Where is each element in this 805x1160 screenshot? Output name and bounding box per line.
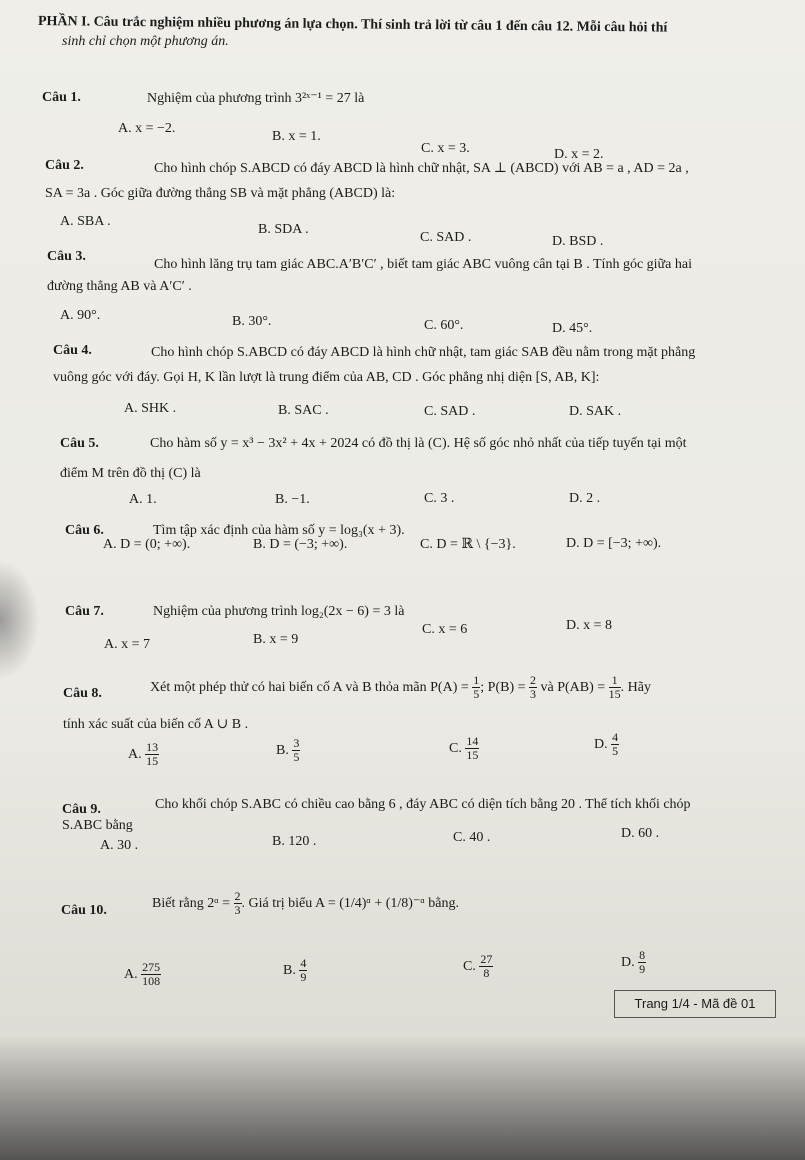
question-3-text: Cho hình lăng trụ tam giác ABC.A′B′C′ , biết tam giác ABC vuông cân tại B . Tính góc giữa hai bbox=[154, 257, 692, 272]
q8-pb-num: 2 bbox=[530, 673, 536, 688]
q1-option-a: A. x = −2. bbox=[118, 121, 176, 136]
q10-given-num: 2 bbox=[234, 889, 241, 904]
q8-option-c bbox=[449, 734, 479, 764]
q6-option-d: D. D = [−3; +∞). bbox=[566, 536, 662, 551]
q8-option-a bbox=[128, 740, 159, 770]
q10-c-fraction bbox=[479, 953, 493, 980]
q8-pb-den: 3 bbox=[530, 687, 536, 702]
section-header-line2: sinh chỉ chọn một phương án. bbox=[62, 34, 229, 49]
q8-pb-fraction bbox=[529, 674, 537, 701]
question-4-text2: vuông góc với đáy. Gọi H, K lần lượt là trung điểm của AB, CD . Góc phẳng nhị diện [S, AB, K]: bbox=[53, 370, 600, 385]
question-4-label: Câu 4. bbox=[53, 343, 92, 358]
q8-a-fraction bbox=[145, 741, 159, 768]
question-1-text: Nghiệm của phương trình 3²ˣ⁻¹ = 27 là bbox=[147, 91, 365, 106]
question-9-text2: S.ABC bằng bbox=[62, 818, 133, 833]
q3-option-a: A. 90°. bbox=[60, 308, 101, 323]
finger-shadow bbox=[0, 560, 40, 680]
question-7-label: Câu 7. bbox=[65, 604, 104, 619]
question-8-text bbox=[150, 673, 651, 703]
q8-pab-fraction bbox=[609, 674, 621, 701]
q4-option-c: C. SAD . bbox=[424, 404, 476, 419]
q8-c-fraction bbox=[465, 735, 479, 762]
q10-text-mid: . Giá trị biểu A = (1/4)ᵅ + (1/8)⁻ᵅ bằng. bbox=[241, 896, 459, 911]
q9-option-a: A. 30 . bbox=[100, 838, 139, 853]
q10-c-num: 27 bbox=[480, 952, 493, 967]
q10-option-a bbox=[124, 960, 161, 990]
q10-d-num: 8 bbox=[639, 948, 646, 963]
q6-option-c: C. D = ℝ \ {−3}. bbox=[420, 537, 516, 552]
q8-c-letter: C. bbox=[449, 741, 462, 756]
q10-a-fraction bbox=[141, 961, 161, 988]
question-8-text2: tính xác suất của biến cố A ∪ B . bbox=[63, 717, 249, 732]
q8-text-start: Xét một phép thử có hai biến cố A và B thỏa mãn P(A) = bbox=[150, 680, 469, 695]
q3-option-b: B. 30°. bbox=[232, 314, 272, 329]
q1-option-d: D. x = 2. bbox=[554, 147, 604, 162]
q8-b-letter: B. bbox=[276, 743, 289, 758]
q10-a-den: 108 bbox=[142, 974, 161, 989]
question-5-text2: điểm M trên đồ thị (C) là bbox=[60, 466, 201, 481]
q10-option-d bbox=[621, 948, 646, 978]
q3-option-c: C. 60°. bbox=[424, 318, 464, 333]
q10-given-den: 3 bbox=[234, 903, 241, 918]
q7-option-d: D. x = 8 bbox=[566, 618, 613, 633]
q8-b-fraction bbox=[292, 737, 300, 764]
q8-d-den: 5 bbox=[612, 744, 619, 759]
q2-option-d: D. BSD . bbox=[552, 234, 604, 249]
q4-option-a: A. SHK . bbox=[124, 401, 177, 416]
q10-option-c bbox=[463, 952, 493, 982]
q8-d-letter: D. bbox=[594, 737, 608, 752]
q2-option-a: A. SBA . bbox=[60, 214, 111, 229]
q10-c-letter: C. bbox=[463, 959, 476, 974]
q8-b-num: 3 bbox=[293, 736, 300, 751]
q8-end: . Hãy bbox=[620, 680, 651, 695]
q1-option-b: B. x = 1. bbox=[272, 129, 321, 144]
q5-option-b: B. −1. bbox=[275, 492, 310, 507]
q10-d-letter: D. bbox=[621, 955, 635, 970]
q4-option-d: D. SAK . bbox=[569, 404, 622, 419]
q5-option-a: A. 1. bbox=[129, 492, 157, 507]
q10-given-fraction bbox=[234, 890, 242, 917]
q4-option-b: B. SAC . bbox=[278, 403, 329, 418]
q1-option-c: C. x = 3. bbox=[421, 141, 470, 156]
q8-c-num: 14 bbox=[466, 734, 479, 749]
question-6-label: Câu 6. bbox=[65, 523, 104, 538]
q10-a-num: 275 bbox=[142, 960, 161, 975]
question-5-label: Câu 5. bbox=[60, 436, 99, 451]
question-2-label: Câu 2. bbox=[45, 158, 84, 173]
q8-option-b bbox=[276, 736, 300, 766]
question-4-text: Cho hình chóp S.ABCD có đáy ABCD là hình chữ nhật, tam giác SAB đều nằm trong mặt phẳng bbox=[151, 345, 696, 360]
q6-option-b: B. D = (−3; +∞). bbox=[253, 537, 348, 552]
question-10-label: Câu 10. bbox=[61, 903, 107, 918]
q8-a-den: 15 bbox=[146, 754, 159, 769]
question-6-text: Tìm tập xác định của hàm số y = log₃(x + 3). bbox=[153, 523, 405, 538]
q7-option-b: B. x = 9 bbox=[253, 632, 299, 647]
q10-c-den: 8 bbox=[483, 966, 490, 981]
q8-pab-den: 15 bbox=[608, 687, 621, 702]
q10-b-num: 4 bbox=[300, 956, 307, 971]
q8-option-d bbox=[594, 730, 619, 760]
q3-option-d: D. 45°. bbox=[552, 321, 593, 336]
section-header: PHẦN I. Câu trắc nghiệm nhiều phương án lựa chọn. Thí sinh trả lời từ câu 1 đến câu 12. Mỗi câu hỏi thí bbox=[37, 14, 668, 36]
question-1-label: Câu 1. bbox=[42, 90, 81, 105]
question-10-text bbox=[152, 889, 459, 919]
q10-a-letter: A. bbox=[124, 967, 138, 982]
q8-d-num: 4 bbox=[612, 730, 619, 745]
q8-d-fraction bbox=[611, 731, 619, 758]
q5-option-c: C. 3 . bbox=[424, 491, 455, 506]
question-9-text: Cho khối chóp S.ABC có chiều cao bằng 6 , đáy ABC có diện tích bằng 20 . Thể tích khối chóp bbox=[155, 797, 691, 812]
q8-a-letter: A. bbox=[128, 747, 142, 762]
q2-option-b: B. SDA . bbox=[258, 222, 309, 237]
q8-a-num: 13 bbox=[146, 740, 159, 755]
q10-option-b bbox=[283, 956, 307, 986]
question-3-label: Câu 3. bbox=[47, 249, 86, 264]
question-3-text2: đường thẳng AB và A′C′ . bbox=[47, 279, 192, 294]
q9-option-d: D. 60 . bbox=[621, 826, 660, 841]
q8-mid1: ; P(B) = bbox=[480, 680, 526, 695]
q6-option-a: A. D = (0; +∞). bbox=[103, 537, 191, 552]
q10-text-start: Biết rằng 2ᵅ = bbox=[152, 896, 230, 911]
bottom-shadow bbox=[0, 1035, 805, 1160]
q8-mid2: và P(AB) = bbox=[540, 680, 606, 695]
question-7-text: Nghiệm của phương trình log₂(2x − 6) = 3 là bbox=[153, 604, 405, 619]
q9-option-c: C. 40 . bbox=[453, 830, 491, 845]
q2-option-c: C. SAD . bbox=[420, 230, 472, 245]
q8-pa-den: 5 bbox=[473, 687, 480, 702]
q7-option-c: C. x = 6 bbox=[422, 622, 468, 637]
q10-d-fraction bbox=[638, 949, 646, 976]
question-8-label: Câu 8. bbox=[63, 686, 102, 701]
question-5-text: Cho hàm số y = x³ − 3x² + 4x + 2024 có đồ thị là (C). Hệ số góc nhỏ nhất của tiếp tuyến tại một bbox=[150, 436, 687, 451]
question-9-label: Câu 9. bbox=[62, 802, 101, 817]
question-2-text: Cho hình chóp S.ABCD có đáy ABCD là hình chữ nhật, SA ⊥ (ABCD) với AB = a , AD = 2a , bbox=[154, 161, 689, 176]
q10-b-fraction bbox=[299, 957, 307, 984]
q8-b-den: 5 bbox=[293, 750, 300, 765]
q7-option-a: A. x = 7 bbox=[104, 637, 151, 652]
q8-c-den: 15 bbox=[466, 748, 479, 763]
q8-pab-num: 1 bbox=[609, 674, 621, 688]
q5-option-d: D. 2 . bbox=[569, 491, 601, 506]
q10-b-den: 9 bbox=[300, 970, 307, 985]
q10-b-letter: B. bbox=[283, 963, 296, 978]
question-2-text2: SA = 3a . Góc giữa đường thẳng SB và mặt phẳng (ABCD) là: bbox=[45, 186, 396, 201]
q10-d-den: 9 bbox=[639, 962, 646, 977]
q9-option-b: B. 120 . bbox=[272, 834, 317, 849]
page-footer: Trang 1/4 - Mã đề 01 bbox=[614, 990, 776, 1018]
q8-pa-num: 1 bbox=[473, 673, 480, 688]
